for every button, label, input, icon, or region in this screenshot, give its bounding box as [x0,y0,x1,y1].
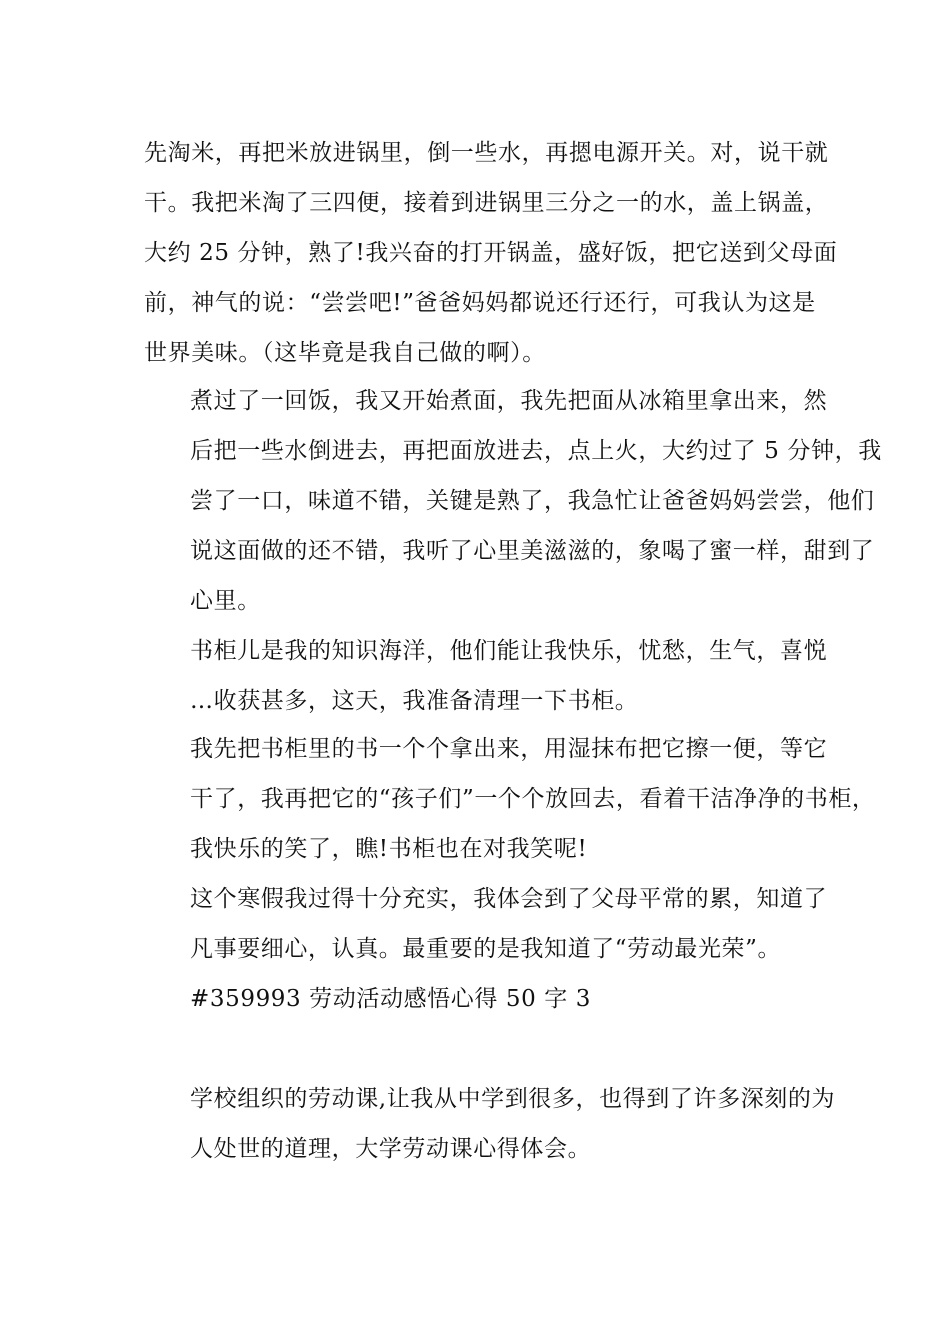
text-line: 尝了一口，味道不错，关键是熟了，我急忙让爸爸妈妈尝尝，他们 [190,488,875,514]
paragraph-cleaning-books [144,724,876,874]
text-line: 说这面做的还不错，我听了心里美滋滋的，象喝了蜜一样，甜到了 [190,538,875,564]
text-line: 世界美味。（这毕竟是我自己做的啊）。 [144,340,546,366]
text-line: 干了，我再把它的“孩子们”一个个放回去，看着干洁净净的书柜， [190,786,876,812]
paragraph-conclusion [144,874,834,974]
paragraph-cooking-noodles [144,376,882,626]
text-line: 这个寒假我过得十分充实，我体会到了父母平常的累，知道了 [190,886,828,912]
text-line: 干。我把米淘了三四便，接着到进锅里三分之一的水，盖上锅盖， [144,190,829,216]
text-line: 心里。 [190,588,261,614]
text-line: 后把一些水倒进去，再把面放进去，点上火，大约过了 5 分钟，我 [190,438,882,464]
paragraph-bookcase [144,626,834,726]
text-line: 学校组织的劳动课,让我从中学到很多，也得到了许多深刻的为 [190,1086,836,1112]
heading-text: #359993 劳动活动感悟心得 50 字 3 [190,986,592,1012]
section-heading [144,974,834,1024]
text-line: 煮过了一回饭，我又开始煮面，我先把面从冰箱里拿出来，然 [190,388,828,414]
paragraph-cooking-rice [144,128,838,378]
text-line: 先淘米，再把米放进锅里，倒一些水，再摁电源开关。对，说干就 [144,140,829,166]
text-line: 前，神气的说：“尝尝吧!”爸爸妈妈都说还行还行，可我认为这是 [144,290,816,316]
text-line: …收获甚多，这天，我准备清理一下书柜。 [190,688,639,714]
text-line: 书柜儿是我的知识海洋，他们能让我快乐，忧愁，生气，喜悦 [190,638,828,664]
text-line: 我先把书柜里的书一个个拿出来，用湿抹布把它擦一便，等它 [190,736,828,762]
text-line: 凡事要细心，认真。最重要的是我知道了“劳动最光荣”。 [190,936,782,962]
text-line: 我快乐的笑了，瞧!书柜也在对我笑呢! [190,836,588,862]
text-line: 人处世的道理，大学劳动课心得体会。 [190,1136,592,1162]
text-line: 大约 25 分钟，熟了!我兴奋的打开锅盖，盛好饭，把它送到父母面 [144,240,838,266]
paragraph-labor-class [144,1074,834,1174]
